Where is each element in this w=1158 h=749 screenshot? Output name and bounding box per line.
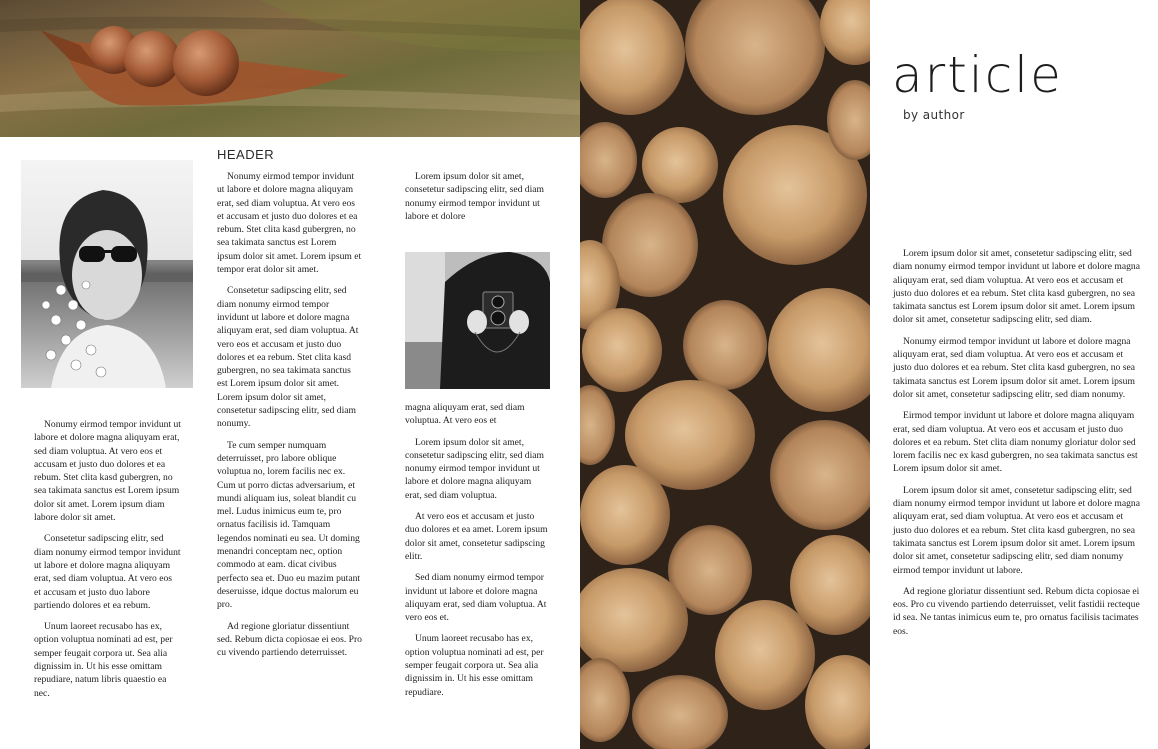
section-header: HEADER <box>217 147 275 162</box>
camera-photo <box>405 252 550 389</box>
woman-photo <box>21 160 193 388</box>
paragraph: Lorem ipsum dolor sit amet, consetetur sadipscing elitr, sed diam nonumy eirmod tempor invidunt ut labore et dolore magna aliquyam erat, sed diam voluptua. <box>405 436 544 501</box>
column-1 <box>34 418 181 708</box>
paragraph: Nonumy eirmod tempor invidunt ut labore et dolore magna aliquyam erat, sed diam voluptua. At vero eos et accusam et justo duo dolores et ea rebum. Stet clita kasd gubergren, no sea takimata sanctus est Lorem ipsum dolor sit amet. Lorem ipsum et tempor erat dolor sit amet. <box>217 171 362 276</box>
paragraph: magna aliquyam erat, sed diam voluptua. At vero eos et <box>405 402 525 427</box>
paragraph: Ad regione gloriatur dissentiunt sed. Rebum dicta copiosae ei eos. Pro cu vivendo partiendo deterruisset, velit fastidii recteque id sea. Ne tantas inimicus eum te, pro ornatus facilisis tacimates eos. <box>893 585 1140 637</box>
paragraph: Nonumy eirmod tempor invidunt ut labore et dolore magna aliquyam erat, sed diam voluptua. At vero eos et accusam et justo duo dolores et ea rebum. Stet clita kasd gubergren, no sea takimata sanctus est Lorem ipsum dolor sit amet. Lorem ipsum diam labore dolor sit amet. <box>34 419 181 524</box>
paragraph: Sed diam nonumy eirmod tempor invidunt ut labore et dolore magna aliquyam erat, sed diam voluptua. At vero eos et. <box>405 572 547 624</box>
article-byline: by author <box>903 108 965 122</box>
paragraph: Unum laoreet recusabo has ex, option voluptua nominati ad est, per semper feugait corpora ut. Sea alia dignissim in. Ut his esse omittam repudiare, natum libris quaestio ea nec. <box>34 621 173 699</box>
paragraph: Te cum semper numquam deterruisset, pro labore oblique voluptua no, lorem facilis nec ex. Cum ut porro dictas adversarium, et mundi aliquam ius, soleat blandit cu mel. Ludus inimicus eum te, pro ornatus facilisis id. Tamquam legendos nominati eu sea. Ut doming menandri conceptam nec, option commodo at eam. dicat civibus perfecto sea et. Duo eu mazim putant deseruisse, idque doctus malorum eu pro. <box>217 439 361 611</box>
column-2 <box>217 170 362 667</box>
column-3-bottom <box>405 401 550 707</box>
article-title: article <box>892 46 1063 104</box>
paragraph: Lorem ipsum dolor sit amet, consetetur sadipscing elitr, sed diam nonumy eirmod tempor invidunt ut labore et dolore magna aliquyam erat, sed diam voluptua. At vero eos et accusam et justo duo dolores et ea rebum. Stet clita kasd gubergren, no sea takimata sanctus est Lorem ipsum dolor sit amet. Lorem ipsum dolor sit amet, consetetur sadipscing elitr, sed diam nonumy eirmod tempor invidunt ut labore. <box>893 484 1140 576</box>
paragraph: At vero eos et accusam et justo duo dolores et ea amet. Lorem ipsum dolor sit amet, consetetur sadipscing elitr. <box>405 511 548 562</box>
paragraph: Nonumy eirmod tempor invidunt ut labore et dolore magna aliquyam erat, sed diam voluptua. At vero eos et accusam et justo duo dolores et ea rebum. Stet clita kasd gubergren, no sea takimata sanctus est Lorem ipsum dolor sit amet. Lorem ipsum dolor sit amet, consetetur sadipscing elitr, sed diam nonumy. <box>893 335 1136 400</box>
paragraph: Ad regione gloriatur dissentiunt sed. Rebum dicta copiosae ei eos. Pro cu vivendo partiendo deterruisset. <box>217 620 362 659</box>
paragraph: Eirmod tempor invidunt ut labore et dolore magna aliquyam erat, sed diam voluptua. At vero eos et accusam et justo duo dolores et ea rebum. Stet clita diam nonumy gloriatur dolor sed lorem facilis nec ex kasd gubergren, no sea takimata sanctus est Lorem ipsum dolor sit amet. <box>893 410 1138 475</box>
paragraph: Unum laoreet recusabo has ex, option voluptua nominati ad est, per semper feugait corpora ut. Sea alia dignissim in. Ut his esse omittam repudiare. <box>405 633 544 698</box>
paragraph: Consetetur sadipscing elitr, sed diam nonumy eirmod tempor invidunt ut labore et dolore magna aliquyam erat, sed diam voluptua. At vero eos et accusam et justo duo labore partiendo dolores et ea rebum. <box>34 533 181 611</box>
logs-photo <box>580 0 870 749</box>
paragraph: Consetetur sadipscing elitr, sed diam nonumy eirmod tempor invidunt ut labore et dolore magna aliquyam erat, sed diam voluptua. At vero eos et accusam et justo duo dolores et ea rebum. Stet clita kasd gubergren, no sea takimata sanctus est Lorem ipsum dolor sit amet. Lorem ipsum dolor sit amet, consetetur sadipscing elitr, sed diam nonumy. <box>217 285 359 430</box>
column-3-top <box>405 170 550 231</box>
paragraph: Lorem ipsum dolor sit amet, consetetur sadipscing elitr, sed diam nonumy eirmod tempor invidunt ut labore et dolore magna aliquyam erat, sed diam voluptua. At vero eos et accusam et justo duo dolores et ea rebum. Stet clita kasd gubergren, no sea takimata sanctus est Lorem ipsum dolor sit amet. Lorem ipsum dolor sit amet, consetetur sadipscing elitr, sed diam. <box>893 248 1140 326</box>
paragraph: Lorem ipsum dolor sit amet, consetetur sadipscing elitr, sed diam nonumy eirmod tempor invidunt ut labore et dolore <box>405 171 544 222</box>
article-body <box>893 247 1140 646</box>
right-page <box>580 0 1158 749</box>
banner-photo <box>0 0 580 137</box>
